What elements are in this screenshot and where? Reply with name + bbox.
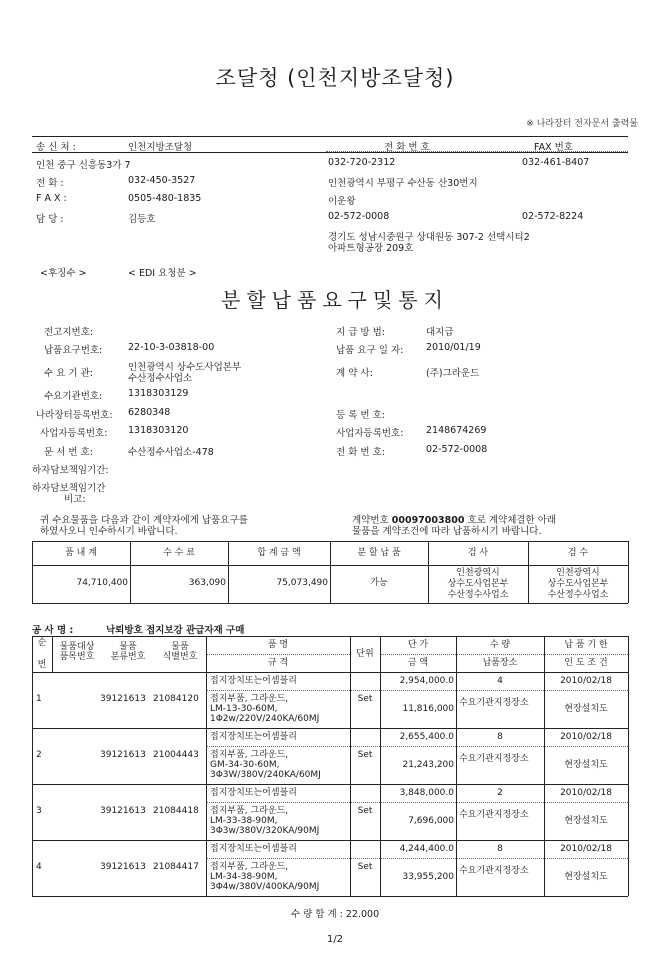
notice-no-label: 전고지번호:	[44, 327, 94, 338]
item-class-no: 39121613	[100, 750, 146, 760]
header-name: 품 명	[267, 640, 289, 650]
item-no: 3	[36, 806, 42, 816]
org-no: 1318303129	[128, 388, 189, 399]
item-unit: Set	[357, 750, 373, 760]
body-right-line2: 물품을 계약조건에 따라 납품하시기 바랍니다.	[352, 526, 542, 537]
body-left-line1: 귀 수요물품을 다음과 같이 계약자에게 납품요구를	[40, 515, 248, 526]
item-unit: Set	[357, 806, 373, 816]
summary-total: 75,073,490	[276, 578, 328, 588]
item-amount: 11,816,000	[402, 704, 454, 714]
summary-header-split: 분 할 납 품	[357, 548, 401, 558]
org-line1: 인천광역시 상수도사업본부	[128, 362, 242, 373]
item-place: 수요기관지정장소	[459, 810, 529, 820]
item-price: 2,954,000.0	[399, 676, 454, 686]
warranty-label-2: 비고:	[64, 494, 86, 505]
recipient-tel2: 02-572-0008	[328, 211, 390, 222]
header-spec: 규 격	[267, 658, 289, 668]
print-note: ※ 나라장터 전자문서 출력물	[526, 119, 638, 129]
header-class-top: 물품	[119, 642, 137, 652]
header-id-b: 식별번호	[162, 652, 198, 662]
row-divider	[32, 840, 628, 841]
item-place: 수요기관지정장소	[459, 754, 529, 764]
item-name: 접지장치또는어셈블리	[210, 844, 297, 854]
item-spec-3: 3Φ3W/380V/240KA/60MJ	[210, 770, 321, 780]
item-qty: 8	[497, 844, 503, 854]
item-due: 2010/02/18	[560, 844, 612, 854]
row-divider	[32, 784, 628, 785]
item-qty: 2	[497, 788, 503, 798]
item-spec-3: 3Φ3w/380V/320KA/90MJ	[210, 826, 320, 836]
row-divider-dotted	[206, 802, 628, 803]
biz-no: 1318303120	[128, 425, 189, 436]
header-place: 납품장소	[482, 658, 518, 668]
body-right-post: 호로 계약체결한 아래	[464, 515, 557, 526]
fax-header: FAX 번호	[534, 142, 573, 153]
summary-split: 가능	[370, 578, 388, 588]
item-spec-1: 접지부품, 그라운드,	[210, 862, 289, 872]
header-amount: 금 액	[407, 658, 429, 668]
recipient-addr2-line1: 경기도 성남시중원구 상대원동 307-2 선택시티2	[328, 232, 530, 243]
row-divider-dotted	[206, 858, 628, 859]
doc-no: 수산정수사업소-478	[128, 447, 214, 458]
nara-no-label: 나라장터등록번호:	[36, 410, 113, 421]
recipient-addr1: 인천광역시 부평구 수산동 산30번지	[328, 178, 478, 189]
edi-tag: < EDI 요청분 >	[128, 268, 197, 279]
recipient-fax1: 032-461-8407	[522, 157, 590, 168]
recipient-name2: 이운왕	[328, 196, 356, 207]
contract-no: 00097003800	[391, 515, 465, 526]
sender-manager: 김등호	[128, 214, 156, 225]
header-due: 납 품 기 한	[564, 640, 608, 650]
summary-header-accept: 검 수	[567, 548, 589, 558]
item-terms: 현장설치도	[564, 816, 608, 826]
item-qty: 4	[497, 676, 503, 686]
item-no: 2	[36, 750, 42, 760]
org-no-label: 수요기관번호:	[44, 391, 103, 402]
summary-header-total: 합 계 금 액	[257, 548, 301, 558]
item-spec-3: 3Φ4w/380V/400KA/90MJ	[210, 882, 320, 892]
item-spec-1: 접지부품, 그라운드,	[210, 750, 289, 760]
item-unit: Set	[357, 694, 373, 704]
sender-address: 인천 중구 신흥동3가 7	[36, 160, 131, 171]
sender-fax: 0505-480-1835	[128, 193, 202, 204]
item-id-no: 21004443	[153, 750, 199, 760]
header-id-top: 물품	[171, 642, 189, 652]
sender-tel: 032-450-3527	[128, 175, 196, 186]
item-place: 수요기관지정장소	[459, 698, 529, 708]
summary-accept-1: 인천광역시	[556, 568, 600, 578]
recipient-fax2: 02-572-8224	[522, 211, 584, 222]
item-spec-3: 1Φ2w/220V/240KA/60MJ	[210, 714, 320, 724]
item-no: 1	[36, 694, 42, 704]
item-id-no: 21084120	[153, 694, 199, 704]
row-divider-dotted	[206, 746, 628, 747]
item-terms: 현장설치도	[564, 872, 608, 882]
item-unit: Set	[357, 862, 373, 872]
payment-label: 지 급 방 법:	[336, 327, 385, 338]
item-due: 2010/02/18	[560, 732, 612, 742]
biz-no-label: 사업자등록번호:	[40, 428, 108, 439]
main-title: 분할납품요구및통지	[221, 288, 449, 312]
item-spec-2: GM-34-30-60M,	[210, 760, 280, 770]
item-spec-2: LM-34-38-90M,	[210, 872, 278, 882]
sender-label: 송 신 처 :	[36, 142, 76, 153]
item-id-no: 21084417	[153, 862, 199, 872]
contractor: (주)그라운드	[426, 368, 480, 379]
item-name: 접지장치또는어셈블리	[210, 788, 297, 798]
body-right-pre: 계약번호	[352, 515, 392, 526]
receipt-tag: <후징수 >	[40, 268, 87, 279]
item-price: 2,655,400.0	[399, 732, 454, 742]
header-class-a: 물품대상	[59, 642, 95, 652]
summary-header-fee: 수 수 료	[163, 548, 195, 558]
biz-no2: 2148674269	[426, 425, 487, 436]
summary-amount: 74,710,400	[76, 578, 128, 588]
item-spec-1: 접지부품, 그라운드,	[210, 806, 289, 816]
item-spec-1: 접지부품, 그라운드,	[210, 694, 289, 704]
header-class-c: 분류번호	[110, 652, 146, 662]
phone-header: 전 화 번 호	[384, 142, 430, 153]
payment-value: 대지급	[426, 327, 454, 338]
due-date: 2010/01/19	[426, 342, 481, 353]
item-spec-2: LM-33-38-90M,	[210, 816, 278, 826]
header-seq: 순	[37, 638, 47, 648]
item-spec-2: LM-13-30-60M,	[210, 704, 278, 714]
item-amount: 21,243,200	[402, 760, 454, 770]
summary-header-inspect: 검 사	[467, 548, 489, 558]
nara-no: 6280348	[128, 407, 171, 418]
item-id-no: 21084418	[153, 806, 199, 816]
header-seq-2: 번	[37, 660, 47, 670]
page-number: 1/2	[326, 934, 344, 945]
document-title: 조달청 (인천지방조달청)	[215, 66, 455, 90]
body-left-line2: 하였사오니 인수하시기 바랍니다.	[40, 526, 178, 537]
request-no-label: 납품요구번호:	[44, 345, 103, 356]
item-class-no: 39121613	[100, 806, 146, 816]
item-class-no: 39121613	[100, 862, 146, 872]
item-name: 접지장치또는어셈블리	[210, 732, 297, 742]
reg-no-label: 등 록 번 호:	[336, 410, 385, 421]
item-no: 4	[36, 862, 42, 872]
qty-total: 수 량 합 계 : 22.000	[290, 909, 380, 920]
header-terms: 인 도 조 건	[564, 658, 608, 668]
doc-no-label: 문 서 번 호:	[44, 447, 93, 458]
header-unit: 단위	[356, 649, 374, 659]
header-qty: 수 량	[489, 640, 511, 650]
summary-inspect-3: 수산정수사업소	[447, 590, 509, 600]
project-label: 공 사 명 :	[32, 625, 74, 636]
org-line2: 수산정수사업소	[128, 373, 193, 384]
header-price: 단 가	[407, 640, 429, 650]
header-class-b: 품목번호	[59, 652, 95, 662]
recipient-tel1: 032-720-2312	[328, 157, 396, 168]
item-price: 4,244,400.0	[399, 844, 454, 854]
defect-label: 하자담보책임기간:	[32, 465, 109, 476]
summary-header-amount: 품 내 계	[65, 548, 97, 558]
row-divider	[32, 896, 628, 897]
contractor-label: 계 약 사:	[336, 368, 373, 379]
summary-inspect-2: 상수도사업본부	[447, 579, 509, 589]
item-due: 2010/02/18	[560, 788, 612, 798]
sender-name: 인천지방조달청	[128, 142, 193, 153]
item-terms: 현장설치도	[564, 704, 608, 714]
request-no: 22-10-3-03818-00	[128, 342, 215, 353]
row-divider	[32, 728, 628, 729]
sender-tel-label: 전 화 :	[36, 178, 64, 189]
item-terms: 현장설치도	[564, 760, 608, 770]
item-qty: 8	[497, 732, 503, 742]
summary-accept-3: 수산정수사업소	[547, 590, 609, 600]
item-amount: 7,696,000	[408, 816, 454, 826]
sender-fax-label: F A X :	[36, 193, 67, 204]
phone-label: 전 화 번 호:	[336, 447, 385, 458]
project-name: 낙뢰방호 접지보강 관급자재 구매	[106, 625, 245, 636]
row-divider-dotted	[206, 690, 628, 691]
org-label: 수 요 기 관:	[44, 368, 93, 379]
summary-accept-2: 상수도사업본부	[547, 579, 609, 589]
item-amount: 33,955,200	[402, 872, 454, 882]
item-class-no: 39121613	[100, 694, 146, 704]
item-price: 3,848,000.0	[399, 788, 454, 798]
summary-fee: 363,090	[188, 578, 226, 588]
biz-no2-label: 사업자등록번호:	[336, 428, 404, 439]
phone: 02-572-0008	[426, 444, 488, 455]
item-due: 2010/02/18	[560, 676, 612, 686]
summary-inspect-1: 인천광역시	[456, 568, 500, 578]
sender-manager-label: 담 당 :	[36, 214, 64, 225]
warranty-label-1: 하자담보책임기간	[32, 483, 106, 494]
item-place: 수요기관지정장소	[459, 866, 529, 876]
item-name: 접지장치또는어셈블리	[210, 676, 297, 686]
recipient-addr2-line2: 아파트형공장 209호	[328, 243, 414, 254]
due-date-label: 납품 요구 일 자:	[336, 345, 404, 356]
